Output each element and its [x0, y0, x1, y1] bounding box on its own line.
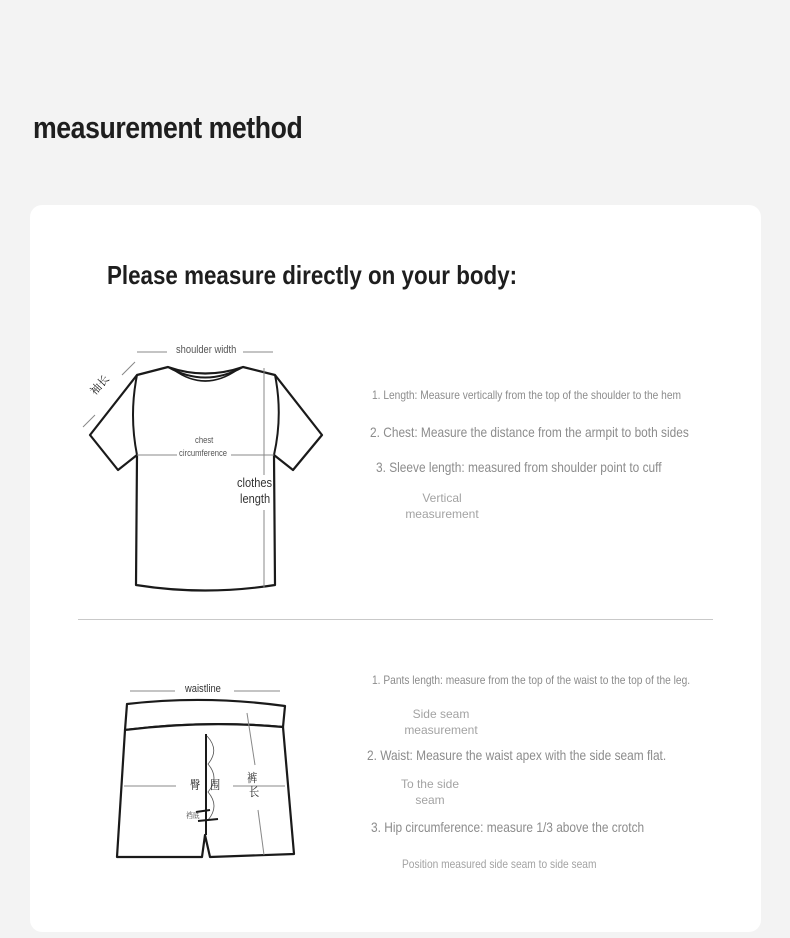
bottom-note-2: 2. Waist: Measure the waist apex with the side seam flat.: [367, 747, 667, 763]
bottom-note-1: 1. Pants length: measure from the top of the waist to the top of the leg.: [372, 673, 691, 687]
shoulder-width-label: shoulder width: [176, 344, 237, 356]
card-subtitle: Please measure directly on your body:: [107, 260, 518, 290]
to-side-line1: To the side: [400, 777, 460, 791]
waistline-label: waistline: [185, 683, 221, 695]
chest-label-line1: chest: [195, 435, 214, 445]
length-label-line2: length: [240, 491, 271, 506]
sleeve-line-top: [122, 362, 135, 375]
top-sub-note: [402, 490, 482, 522]
side-seam-sub-note: [400, 706, 482, 738]
page-title: measurement method: [33, 110, 303, 145]
hip-label-1: 臀: [190, 778, 201, 792]
bottom-note-3: 3. Hip circumference: measure 1/3 above the crotch: [371, 819, 645, 835]
top-note-2: 2. Chest: Measure the distance from the armpit to both sides: [370, 424, 689, 440]
top-sub-note-line2: measurement: [405, 507, 479, 521]
pants-length-label-1: 裤: [247, 771, 258, 785]
section-divider: [78, 619, 713, 620]
shorts-diagram: [110, 680, 310, 865]
side-seam-line1: Side seam: [412, 707, 470, 721]
top-note-3: 3. Sleeve length: measured from shoulder point to cuff: [376, 459, 662, 475]
to-side-sub-note: [395, 776, 465, 808]
length-label-line1: clothes: [237, 475, 273, 490]
hip-label-2: 围: [210, 778, 221, 792]
pants-length-label-2: 长: [249, 785, 260, 799]
sleeve-line-bottom: [83, 415, 95, 427]
tshirt-diagram: [75, 340, 335, 595]
top-sub-note-line1: Vertical: [422, 491, 462, 505]
chest-label-line2: circumference: [179, 448, 228, 458]
side-seam-line2: measurement: [404, 723, 478, 737]
position-sub-note: Position measured side seam to side seam: [402, 857, 597, 871]
sleeve-length-label: 袖长: [88, 373, 112, 398]
to-side-line2: seam: [415, 793, 445, 807]
tshirt-outline: [90, 367, 322, 591]
crotch-label: 裆底: [186, 811, 200, 820]
top-note-1: 1. Length: Measure vertically from the top of the shoulder to the hem: [372, 388, 682, 402]
measurement-card: [30, 205, 761, 932]
